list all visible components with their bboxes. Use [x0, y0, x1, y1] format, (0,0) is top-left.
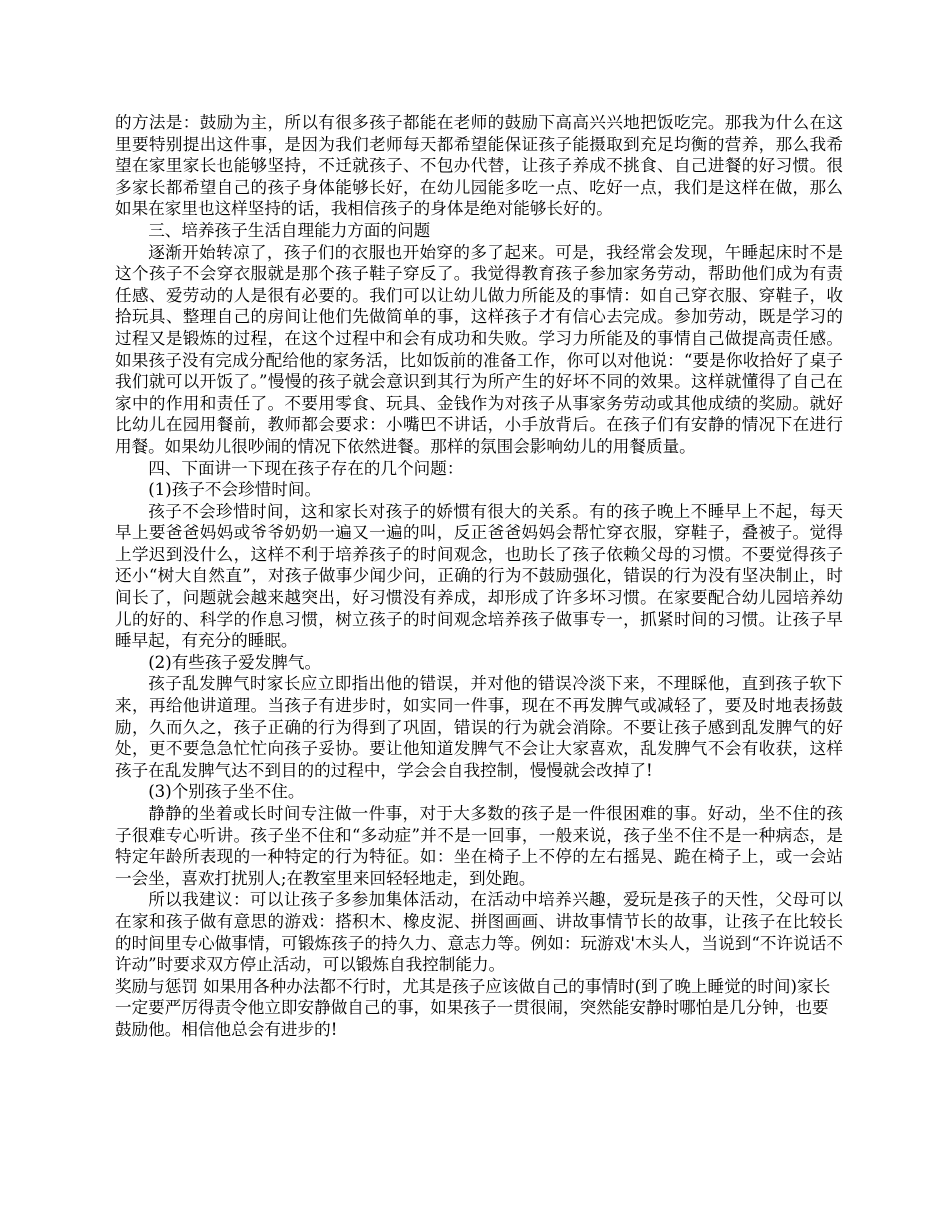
document-page: [115, 112, 843, 1041]
paragraph-sitting: 静静的坐着或长时间专注做一件事，对于大多数的孩子是一件很困难的事。好动，坐不住的孩子很难专心听讲。孩子坐不住和“多动症”并不是一回事，一般来说，孩子坐不住不是一种病态，是特定年龄所表现的一种特定的行为特征。如：坐在椅子上不停的左右摇晃、跪在椅子上，或一会站一会坐，喜欢打扰别人;在教室里来回轻轻地走，到处跑。: [115, 804, 843, 888]
paragraph-suggestion: 所以我建议：可以让孩子多参加集体活动，在活动中培养兴趣，爱玩是孩子的天性，父母可以在家和孩子做有意思的游戏：搭积木、橡皮泥、拼图画画、讲故事情节长的故事，让孩子在比较长的时间里专心做事情，可锻炼孩子的持久力、意志力等。例如：玩游戏'木头人，当说到“不许说话不许动”时要求双方停止活动，可以锻炼自我控制能力。: [115, 890, 843, 975]
section-heading-4: 四、下面讲一下现在孩子存在的几个问题：: [148, 458, 464, 478]
subheading-temper: (2)有些孩子爱发脾气。: [148, 652, 322, 672]
paragraph-temper: 孩子乱发脾气时家长应立即指出他的错误，并对他的错误冷淡下来，不理睬他，直到孩子软下来，再给他讲道理。当孩子有进步时，如实同一件事，现在不再发脾气或减轻了，要及时地表扬鼓励，久而久之，孩子正确的行为得到了巩固，错误的行为就会消除。不要让孩子感到乱发脾气的好处，更不要急急忙忙向孩子妥协。要让他知道发脾气不会让大家喜欢，乱发脾气不会有收获，这样孩子在乱发脾气达不到目的的过程中，学会会自我控制，慢慢就会改掉了!: [115, 674, 843, 780]
paragraph-intro-continued: 的方法是：鼓励为主，所以有很多孩子都能在老师的鼓励下高高兴兴地把饭吃完。那我为什么在这里要特别提出这件事，是因为我们老师每天都希望能保证孩子能摄取到充足均衡的营养，那么我希望在家里家长也能够坚持，不迁就孩子、不包办代替，让孩子养成不挑食、自己进餐的好习惯。很多家长都希望自己的孩子身体能够长好，在幼儿园能多吃一点、吃好一点，我们是这样在做，那么如果在家里也这样坚持的话，我相信孩子的身体是绝对能够长好的。: [115, 113, 843, 219]
paragraph-reward-punishment: 奖励与惩罚 如果用各种办法都不行时，尤其是孩子应该做自己的事情时(到了晚上睡觉的时间)家长一定要严厉得责令他立即安静做自己的事，如果孩子一贯很闹，突然能安静时哪怕是几分钟，也要鼓励他。相信他总会有进步的!: [115, 976, 831, 1039]
paragraph-self-care: 逐渐开始转凉了，孩子们的衣服也开始穿的多了起来。可是，我经常会发现，午睡起床时不是这个孩子不会穿衣服就是那个孩子鞋子穿反了。我觉得教育孩子参加家务劳动，帮助他们成为有责任感、爱劳动的人是很有必要的。我们可以让幼儿做力所能及的事情：如自己穿衣服、穿鞋子，收拾玩具、整理自己的房间让他们先做简单的事，这样孩子才有信心去完成。参加劳动，既是学习的过程又是锻炼的过程，在这个过程中和会有成功和失败。学习力所能及的事情自己做提高责任感。如果孩子没有完成分配给他的家务活，比如饭前的准备工作，你可以对他说：“要是你收拾好了桌子我们就可以开饭了。”慢慢的孩子就会意识到其行为所产生的好坏不同的效果。这样就懂得了自己在家中的作用和责任了。不要用零食、玩具、金钱作为对孩子从事家务劳动或其他成绩的奖励。就好比幼儿在园用餐前，教师都会要求：小嘴巴不讲话，小手放背后。在孩子们有安静的情况下在进行用餐。如果幼儿很吵闹的情况下依然进餐。那样的氛围会影响幼儿的用餐质量。: [115, 242, 843, 456]
section-heading-3: 三、培养孩子生活自理能力方面的问题: [148, 220, 431, 240]
subheading-sitting: (3)个别孩子坐不住。: [148, 782, 305, 802]
paragraph-time: 孩子不会珍惜时间，这和家长对孩子的娇惯有很大的关系。有的孩子晚上不睡早上不起，每天早上要爸爸妈妈或爷爷奶奶一遍又一遍的叫，反正爸爸妈妈会帮忙穿衣服，穿鞋子，叠被子。觉得上学迟到没什么，这样不利于培养孩子的时间观念，也助长了孩子依赖父母的习惯。不要觉得孩子还小“树大自然直”，对孩子做事少闻少问，正确的行为不鼓励强化，错误的行为没有坚决制止，时间长了，问题就会越来越突出，好习惯没有养成，却形成了许多坏习惯。在家要配合幼儿园培养幼儿的好的、科学的作息习惯，树立孩子的时间观念培养孩子做事专一，抓紧时间的习惯。让孩子早睡早起，有充分的睡眠。: [115, 501, 843, 651]
subheading-time: (1)孩子不会珍惜时间。: [148, 480, 322, 500]
